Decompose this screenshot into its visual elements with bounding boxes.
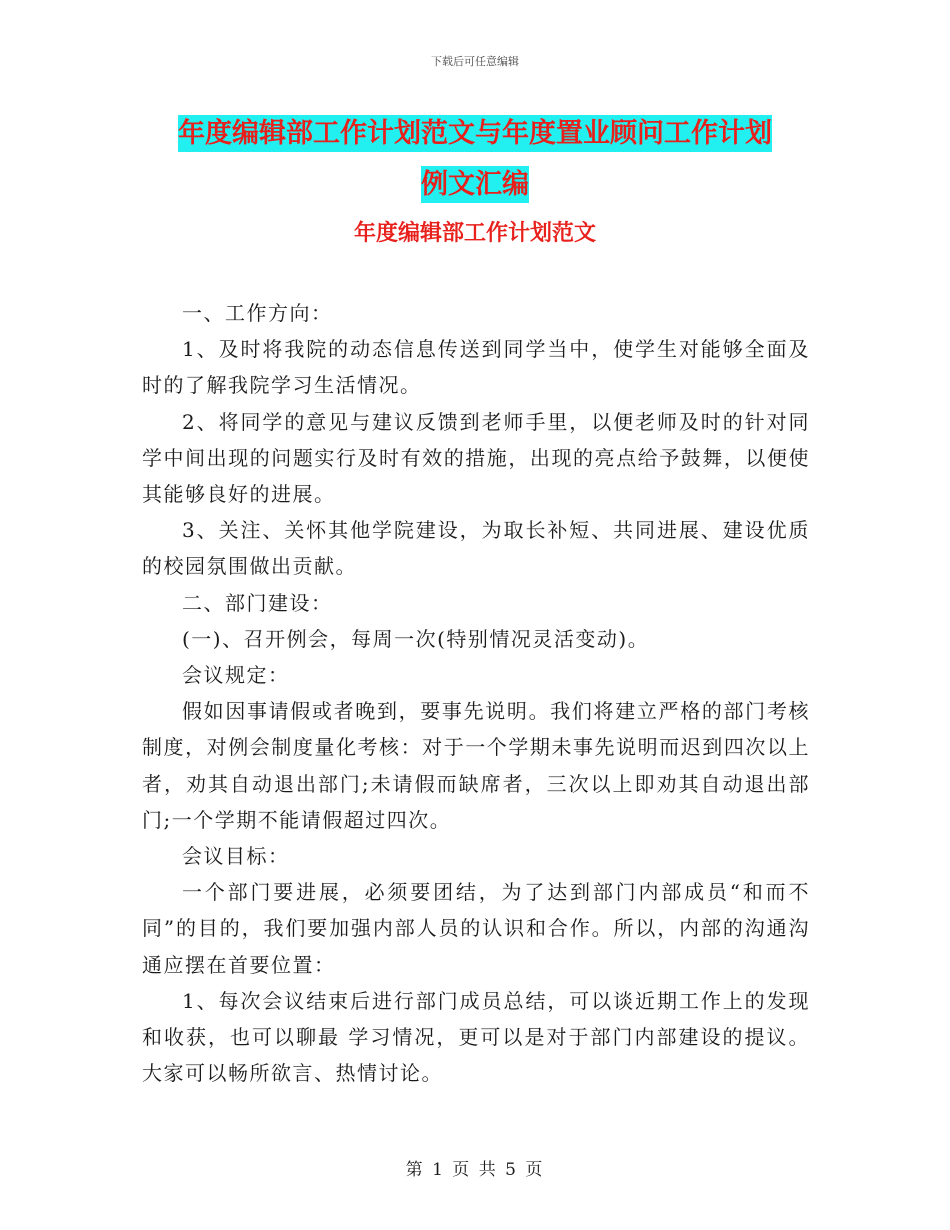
paragraph: 一个部门要进展，必须要团结，为了达到部门内部成员“和而不同”的目的，我们要加强内部人员的认识和合作。所以，内部的沟通沟通应摆在首要位置： [142,880,810,977]
paragraph: 一、工作方向： [182,301,333,325]
paragraph: (一)、召开例会，每周一次(特别情况灵活变动)。 [182,626,650,651]
paragraph: 1、及时将我院的动态信息传送到同学当中，使学生对能够全面及时的了解我院学习生活情况。 [142,337,810,398]
paragraph: 3、关注、关怀其他学院建设，为取长补短、共同进展、建设优质的校园氛围做出贡献。 [142,518,810,579]
paragraph: 会议目标： [182,844,290,869]
paragraph: 假如因事请假或者晚到，要事先说明。我们将建立严格的部门考核制度，对例会制度量化考核：对于一个学期未事先说明而迟到四次以上者，劝其自动退出部门;未请假而缺席者，三次以上即劝其自动退出部门;一个学期不能请假超过四次。 [142,699,810,832]
header-note: 下载后可任意编辑 [431,55,519,68]
document-title: 年度编辑部工作计划范文与年度置业顾问工作计划例文汇编 [178,115,772,203]
document-title-block [0,110,950,212]
section-title: 年度编辑部工作计划范文 [353,220,596,246]
body-content [142,295,810,1091]
paragraph: 1、每次会议结束后进行部门成员总结，可以谈近期工作上的发现和收获，也可以聊最 学习情况，更可以是对于部门内部建设的提议。大家可以畅所欲言、热情讨论。 [142,988,810,1086]
paragraph: 会议规定： [182,663,290,688]
paragraph: 2、将同学的意见与建议反馈到老师手里，以便老师及时的针对同学中间出现的问题实行及时有效的措施，出现的亮点给予鼓舞，以便使其能够良好的进展。 [142,409,810,507]
paragraph: 二、部门建设： [182,590,333,615]
page-footer: 第 1 页 共 5 页 [405,1160,545,1180]
